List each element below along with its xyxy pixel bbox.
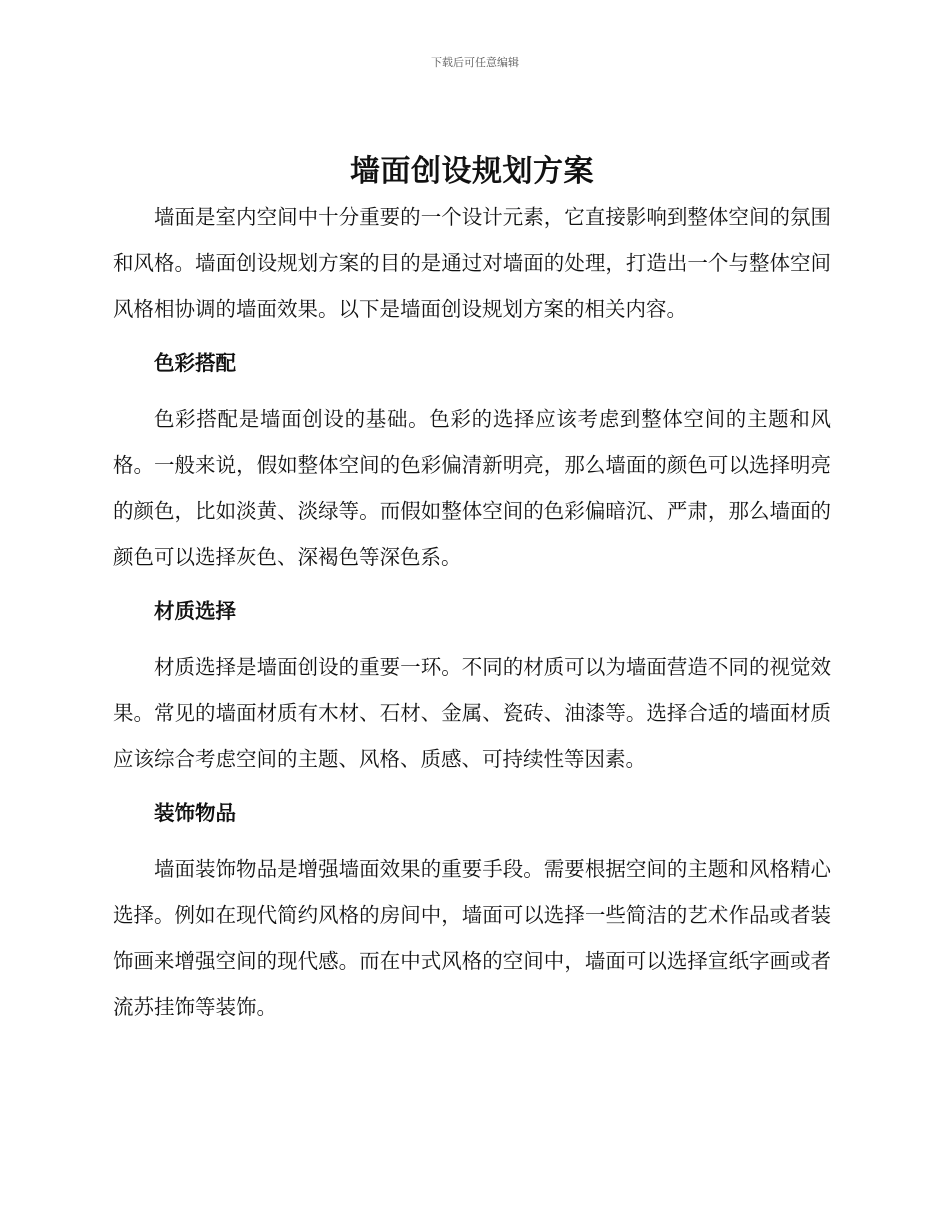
page-header-note: 下载后可任意编辑 <box>431 56 519 69</box>
intro-paragraph: 墙面是室内空间中十分重要的一个设计元素，它直接影响到整体空间的氛围和风格。墙面创设规划方案的目的是通过对墙面的处理，打造出一个与整体空间风格相协调的墙面效果。以下是墙面创设规划方案的相关内容。 <box>113 205 831 321</box>
section-color <box>113 340 831 580</box>
section-heading: 装饰物品 <box>154 801 236 825</box>
document-title: 墙面创设规划方案 <box>350 154 594 189</box>
section-heading: 色彩搭配 <box>154 351 236 375</box>
document-body <box>113 150 831 1030</box>
section-heading: 材质选择 <box>154 599 236 623</box>
section-paragraph: 色彩搭配是墙面创设的基础。色彩的选择应该考虑到整体空间的主题和风格。一般来说，假如整体空间的色彩偏清新明亮，那么墙面的颜色可以选择明亮的颜色，比如淡黄、淡绿等。而假如整体空间的色彩偏暗沉、严肃，那么墙面的颜色可以选择灰色、深褐色等深色系。 <box>113 407 831 569</box>
section-paragraph: 墙面装饰物品是增强墙面效果的重要手段。需要根据空间的主题和风格精心选择。例如在现代简约风格的房间中，墙面可以选择一些简洁的艺术作品或者装饰画来增强空间的现代感。而在中式风格的空间中，墙面可以选择宣纸字画或者流苏挂饰等装饰。 <box>113 857 831 1019</box>
section-material <box>113 588 831 782</box>
section-decoration <box>113 790 831 1030</box>
section-paragraph: 材质选择是墙面创设的重要一环。不同的材质可以为墙面营造不同的视觉效果。常见的墙面材质有木材、石材、金属、瓷砖、油漆等。选择合适的墙面材质应该综合考虑空间的主题、风格、质感、可持续性等因素。 <box>113 655 831 771</box>
